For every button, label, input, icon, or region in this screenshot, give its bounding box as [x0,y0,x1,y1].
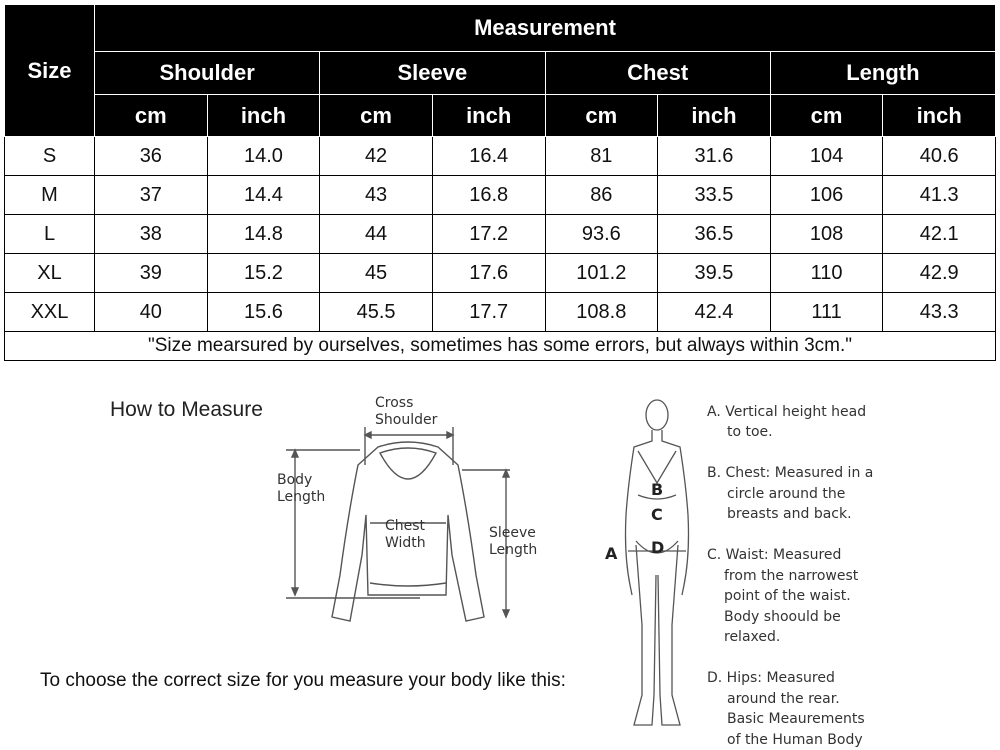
unit-header: cm [770,95,883,137]
table-cell: 17.2 [432,215,545,254]
measurement-note: "Size mearsured by ourselves, sometimes has some errors, but always within 3cm." [5,332,996,361]
table-cell: 17.6 [432,254,545,293]
note-b: B. Chest: Measured in a circle around the breasts and back. [707,465,874,522]
table-cell: 36 [95,137,208,176]
unit-header: inch [658,95,771,137]
table-row [5,215,996,254]
table-cell: 14.4 [207,176,320,215]
table-cell: 38 [95,215,208,254]
unit-header: inch [883,95,996,137]
note-c: C. Waist: Measured from the narrowest point of the waist. Body shoould be relaxed. [707,547,859,645]
table-cell: 42 [320,137,433,176]
sleeve-length-label: Sleeve Length [489,525,538,558]
size-cell: L [5,215,95,254]
table-cell: 93.6 [545,215,658,254]
marker-d: D [651,538,665,557]
table-cell: 15.2 [207,254,320,293]
body-length-label: Body Length [277,472,326,505]
sweater-diagram [270,395,510,635]
table-cell: 42.9 [883,254,996,293]
table-cell: 104 [770,137,883,176]
table-cell: 111 [770,293,883,332]
table-cell: 44 [320,215,433,254]
size-cell: M [5,176,95,215]
sleeve-header: Sleeve [320,52,545,95]
table-cell: 36.5 [658,215,771,254]
note-a: A. Vertical height head to toe. [707,404,867,440]
choose-size-instruction: To choose the correct size for you measure your body like this: [40,670,566,691]
table-cell: 31.6 [658,137,771,176]
table-cell: 16.4 [432,137,545,176]
table-cell: 108.8 [545,293,658,332]
table-cell: 106 [770,176,883,215]
table-row [5,254,996,293]
table-cell: 39.5 [658,254,771,293]
unit-header: cm [95,95,208,137]
shoulder-header: Shoulder [95,52,320,95]
table-cell: 42.4 [658,293,771,332]
table-cell: 15.6 [207,293,320,332]
unit-header: inch [432,95,545,137]
cross-shoulder-label: Cross Shoulder [375,395,438,428]
marker-b: B [651,480,664,499]
table-cell: 17.7 [432,293,545,332]
table-cell: 37 [95,176,208,215]
table-cell: 43.3 [883,293,996,332]
table-cell: 110 [770,254,883,293]
table-cell: 42.1 [883,215,996,254]
table-cell: 40.6 [883,137,996,176]
table-cell: 45 [320,254,433,293]
table-cell: 40 [95,293,208,332]
unit-header: cm [545,95,658,137]
size-cell: S [5,137,95,176]
table-cell: 101.2 [545,254,658,293]
table-cell: 14.8 [207,215,320,254]
table-cell: 86 [545,176,658,215]
table-cell: 16.8 [432,176,545,215]
table-row [5,176,996,215]
how-to-measure-title: How to Measure [110,398,263,421]
size-cell: XL [5,254,95,293]
unit-header: cm [320,95,433,137]
marker-a: A [605,544,618,563]
table-cell: 45.5 [320,293,433,332]
body-figure-diagram [612,395,702,735]
measurement-header: Measurement [95,5,996,52]
table-row [5,293,996,332]
table-row [5,137,996,176]
size-chart-table [4,4,996,361]
length-header: Length [770,52,995,95]
unit-header: inch [207,95,320,137]
table-cell: 14.0 [207,137,320,176]
size-cell: XXL [5,293,95,332]
table-cell: 41.3 [883,176,996,215]
size-header: Size [5,5,95,137]
note-d: D. Hips: Measured around the rear. Basic Meaurements of the Human Body [707,670,865,748]
table-cell: 39 [95,254,208,293]
table-cell: 81 [545,137,658,176]
marker-c: C [651,505,663,524]
table-cell: 43 [320,176,433,215]
table-cell: 108 [770,215,883,254]
chest-header: Chest [545,52,770,95]
chest-width-label: Chest Width [385,518,426,551]
table-cell: 33.5 [658,176,771,215]
